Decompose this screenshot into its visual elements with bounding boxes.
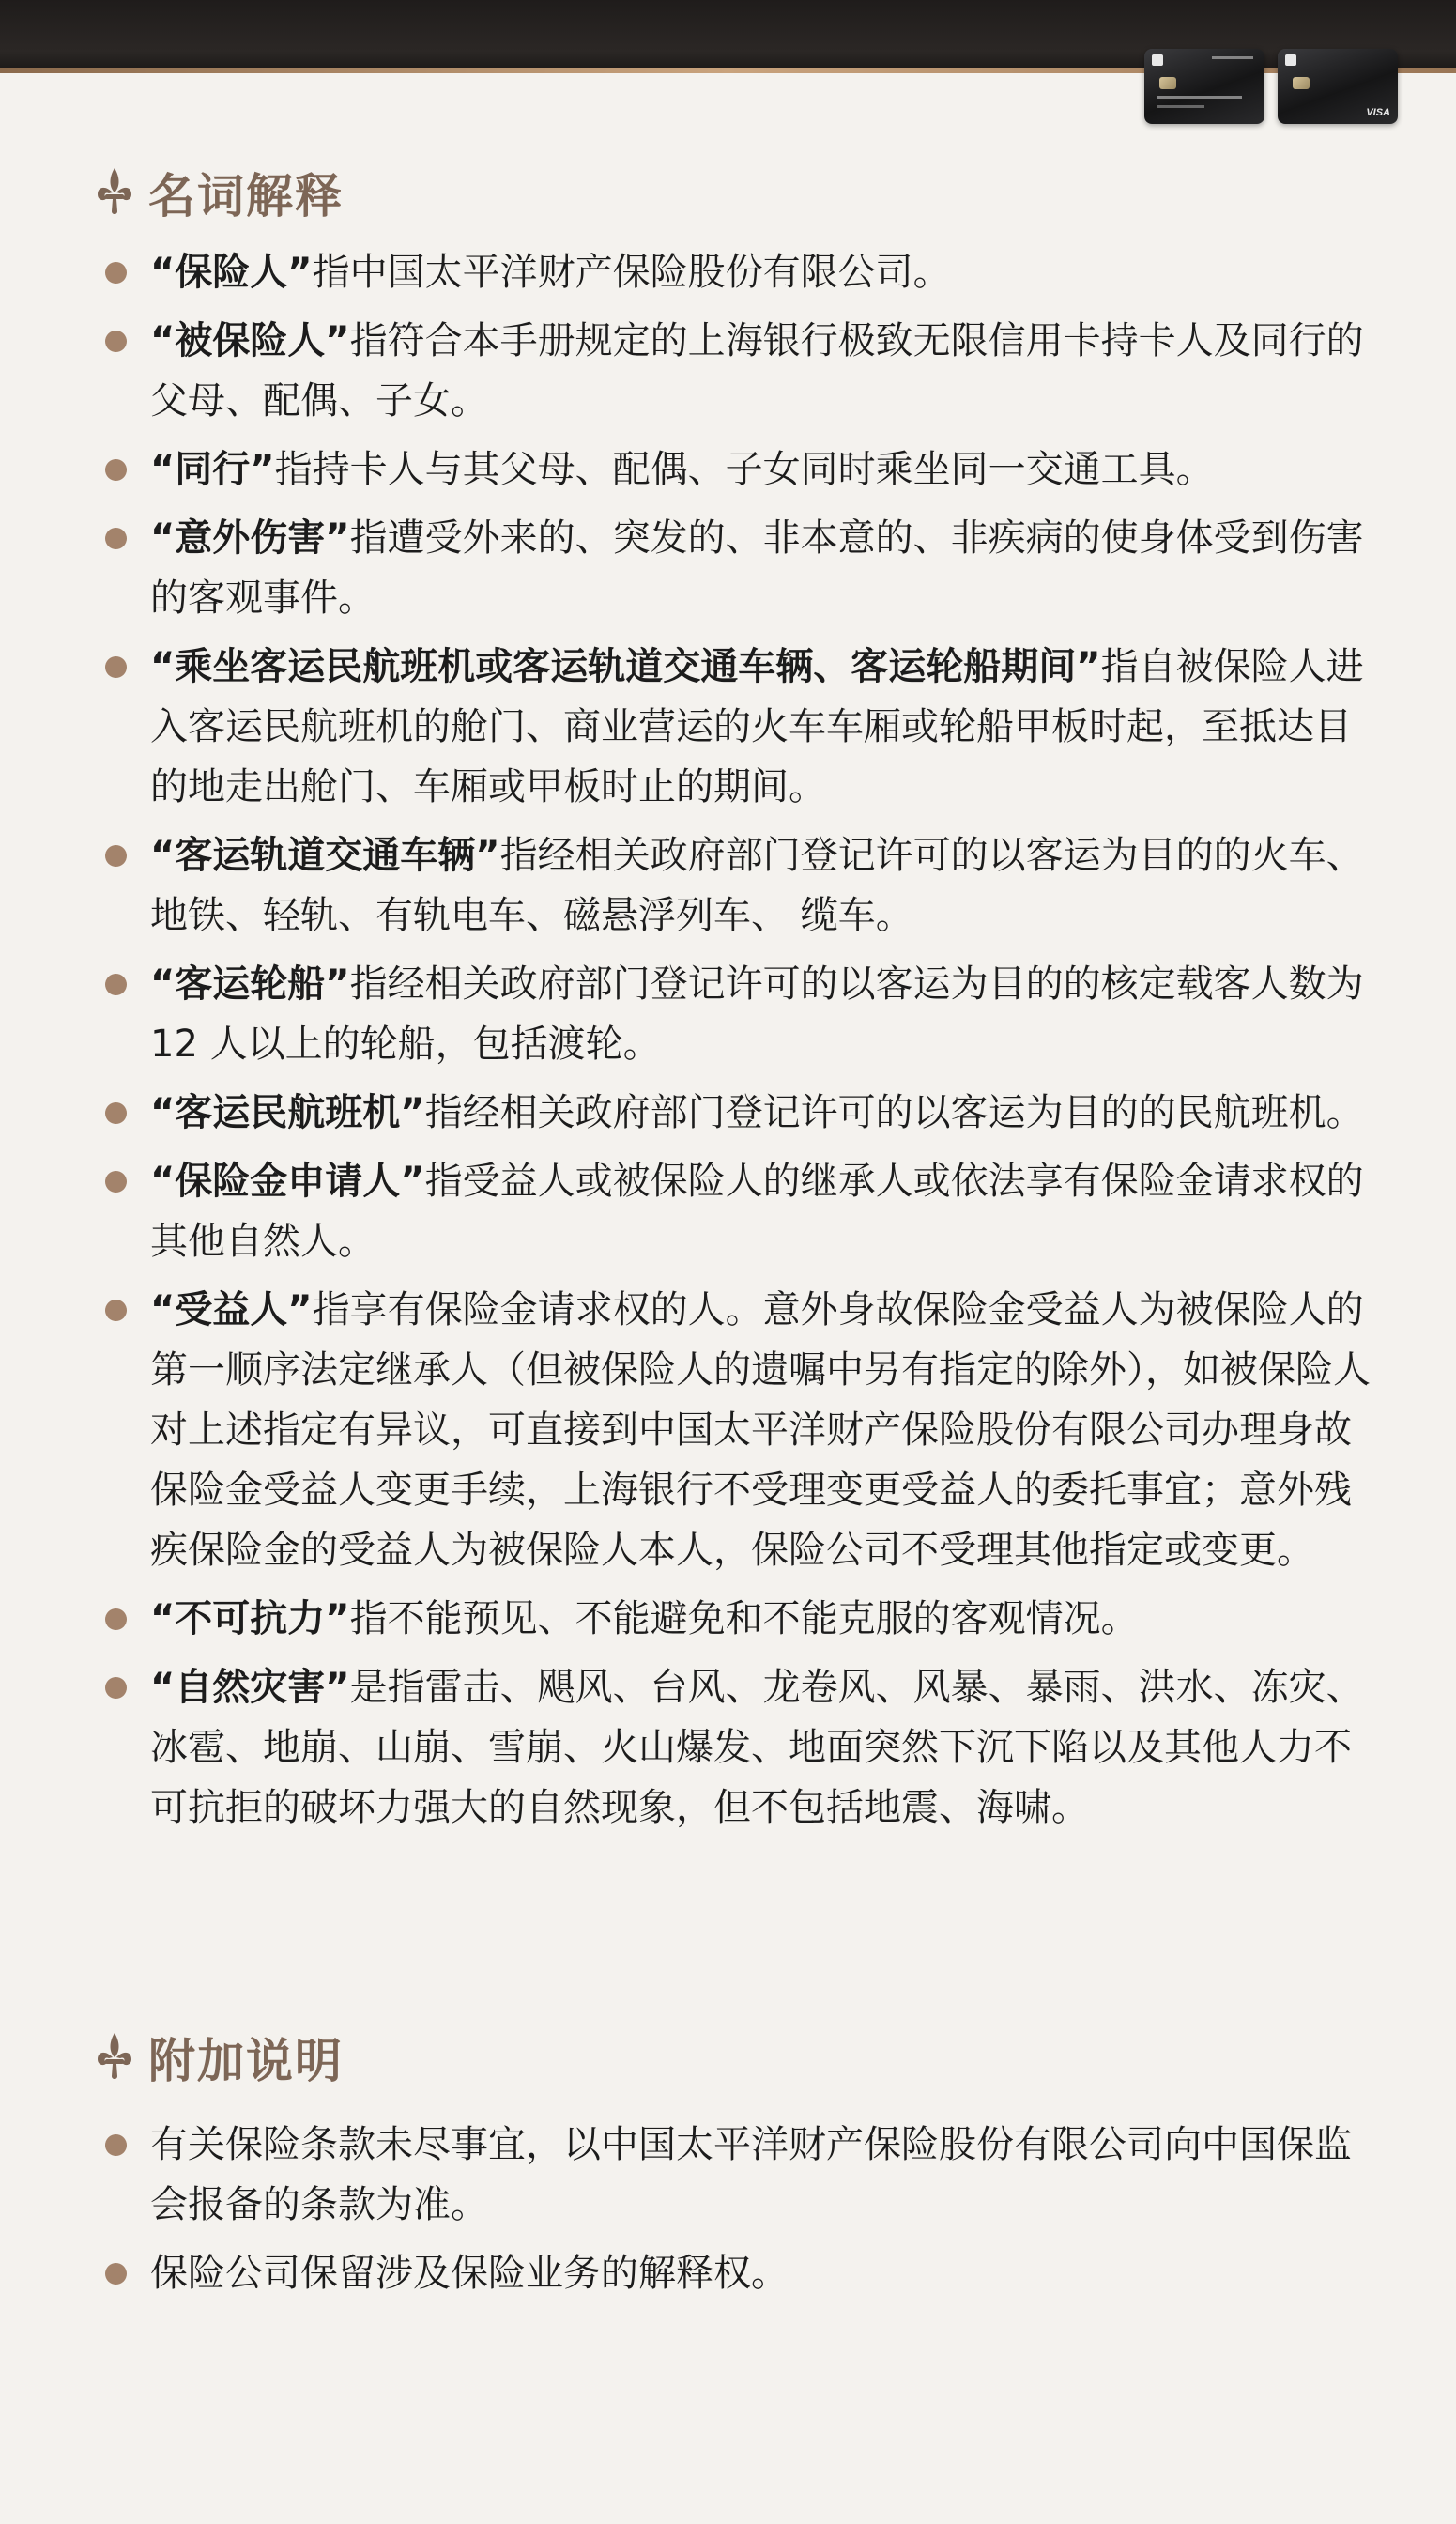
term-definition: 指遭受外来的、突发的、非本意的、非疾病的使身体受到伤害的客观事件。 <box>150 516 1364 620</box>
bullet-dot-icon <box>105 528 127 549</box>
list-item <box>105 439 1372 500</box>
term-label: “乘坐客运民航班机或客运轨道交通车辆、客运轮船期间” <box>150 645 1101 688</box>
term-definition: 指经相关政府部门登记许可的以客运为目的的火车、地铁、轻轨、有轨电车、磁悬浮列车、 缆车。 <box>150 834 1364 937</box>
section-title-terms <box>94 160 344 225</box>
bullet-dot-icon <box>105 2134 127 2156</box>
section-title-text: 附加说明 <box>148 2034 344 2088</box>
list-item <box>105 311 1372 431</box>
list-item <box>105 508 1372 628</box>
term-definition: 指符合本手册规定的上海银行极致无限信用卡持卡人及同行的父母、配偶、子女。 <box>150 319 1364 423</box>
card-brand: VISA <box>1366 107 1390 118</box>
term-label: “客运轨道交通车辆” <box>150 834 500 877</box>
bullet-dot-icon <box>105 974 127 995</box>
card-name-mark <box>1157 105 1204 108</box>
bullet-dot-icon <box>105 656 127 678</box>
bank-logo-icon <box>1285 54 1296 66</box>
list-item <box>105 954 1372 1074</box>
section-title-notes <box>94 2024 344 2090</box>
term-label: “受益人” <box>150 1288 313 1331</box>
card-number-mark <box>1157 96 1242 99</box>
bullet-dot-icon <box>105 1171 127 1193</box>
list-item <box>105 1151 1372 1271</box>
credit-card-diamond <box>1144 49 1264 124</box>
term-definition: 指经相关政府部门登记许可的以客运为目的的核定载客人数为 12 人以上的轮船，包括渡轮。 <box>150 962 1364 1066</box>
list-item <box>105 825 1372 946</box>
list-item <box>105 1657 1372 1838</box>
term-label: “保险人” <box>150 251 313 294</box>
list-item <box>105 637 1372 817</box>
bullet-dot-icon <box>105 1677 127 1699</box>
term-definition: 指享有保险金请求权的人。意外身故保险金受益人为被保险人的第一顺序法定继承人（但被保险人的遗嘱中另有指定的除外），如被保险人对上述指定有异议，可直接到中国太平洋财产保险股份有限公司办理身故保险金受益人变更手续，上海银行不受理变更受益人的委托事宜；意外残疾保险金的受益人为被保险人本人，保险公司不受理其他指定或变更。 <box>150 1288 1371 1572</box>
term-definition: 指中国太平洋财产保险股份有限公司。 <box>312 251 951 294</box>
notes-list <box>105 2115 1372 2312</box>
bullet-dot-icon <box>105 845 127 867</box>
fleur-de-lis-icon <box>94 2029 135 2085</box>
bullet-dot-icon <box>105 262 127 284</box>
term-label: “自然灾害” <box>150 1666 350 1709</box>
list-item <box>105 2115 1372 2235</box>
term-label: “同行” <box>150 448 275 491</box>
term-label: “保险金申请人” <box>150 1160 425 1203</box>
bullet-dot-icon <box>105 2263 127 2285</box>
credit-card-visa <box>1278 49 1398 124</box>
term-label: “不可抗力” <box>150 1597 350 1640</box>
terms-list <box>105 242 1372 1846</box>
section-title-text: 名词解释 <box>148 169 344 223</box>
list-item <box>105 1280 1372 1580</box>
term-definition: 指不能预见、不能避免和不能克服的客观情况。 <box>349 1597 1139 1640</box>
term-label: “意外伤害” <box>150 516 350 560</box>
list-item <box>105 1589 1372 1649</box>
term-definition: 是指雷击、飓风、台风、龙卷风、风暴、暴雨、洪水、冻灾、冰雹、地崩、山崩、雪崩、火山爆发、地面突然下沉下陷以及其他人力不可抗拒的破坏力强大的自然现象，但不包括地震、海啸。 <box>150 1666 1364 1829</box>
bullet-dot-icon <box>105 1608 127 1630</box>
bullet-dot-icon <box>105 1102 127 1124</box>
card-chip-icon <box>1159 77 1176 89</box>
list-item <box>105 1083 1372 1143</box>
fleur-de-lis-icon <box>94 164 135 221</box>
term-label: “客运轮船” <box>150 962 350 1006</box>
bullet-dot-icon <box>105 1300 127 1321</box>
term-label: “被保险人” <box>150 319 350 362</box>
list-item <box>105 2243 1372 2303</box>
card-chip-icon <box>1293 77 1310 89</box>
list-item <box>105 242 1372 302</box>
bullet-dot-icon <box>105 331 127 352</box>
term-definition: 指受益人或被保险人的继承人或依法享有保险金请求权的其他自然人。 <box>150 1160 1364 1263</box>
note-text: 有关保险条款未尽事宜，以中国太平洋财产保险股份有限公司向中国保监会报备的条款为准。 <box>150 2123 1352 2226</box>
term-definition: 指经相关政府部门登记许可的以客运为目的的民航班机。 <box>424 1091 1364 1134</box>
bank-logo-icon <box>1152 54 1163 66</box>
bullet-dot-icon <box>105 459 127 481</box>
note-text: 保险公司保留涉及保险业务的解释权。 <box>150 2252 789 2295</box>
term-definition: 指自被保险人进入客运民航班机的舱门、商业营运的火车车厢或轮船甲板时起，至抵达目的地走出舱门、车厢或甲板时止的期间。 <box>150 645 1364 808</box>
term-definition: 指持卡人与其父母、配偶、子女同时乘坐同一交通工具。 <box>274 448 1214 491</box>
card-tier-mark <box>1212 56 1253 59</box>
term-label: “客运民航班机” <box>150 1091 425 1134</box>
